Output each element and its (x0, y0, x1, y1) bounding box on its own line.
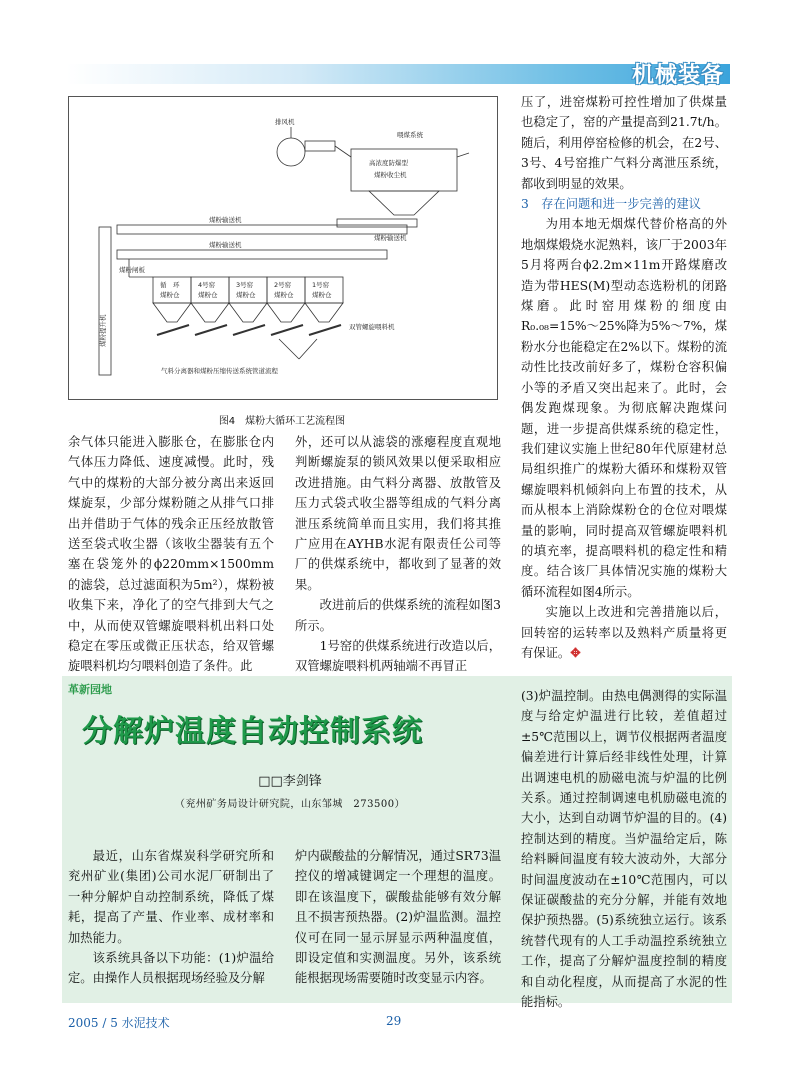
bin-4-line1: 2号窑 (274, 281, 292, 289)
elevator-shape (99, 227, 111, 375)
label-screw-feeder: 双管螺旋喂料机 (349, 323, 395, 331)
label-collector-1: 高浓度防爆型 (369, 159, 408, 167)
label-collector-2: 煤粉收尘机 (374, 171, 407, 179)
article2-left-para-2: 该系统具备以下功能：(1)炉温给定。由操作人员根据现场经验及分解 (68, 951, 274, 986)
column-tag: 革新园地 (68, 683, 112, 696)
article1-left-column (68, 432, 274, 677)
label-gate: 煤粉闸板 (119, 266, 145, 274)
article2-mid-para: 炉内碳酸盐的分解情况，通过SR73温控仪的增减键调定一个理想的温度。即在该温度下，碳酸盐能够有效分解且不损害预热器。(2)炉温监测。温控仪可在同一显示屏显示两种温度值，即设定值和实测温度。另外，该系统能根据现场需要随时改变显示内容。 (295, 849, 501, 986)
figure-caption: 图4 煤粉大循环工艺流程图 (218, 416, 346, 427)
article1-right-para-3: 实施以上改进和完善措施以后，回转窑的运转率以及熟料产质量将更有保证。 (521, 605, 727, 660)
bin-1-line1: 循 环 (160, 281, 180, 289)
bin-5-line2: 煤粉仓 (312, 291, 332, 299)
bin-3-line2: 煤粉仓 (236, 291, 256, 299)
article2-right-para: (3)炉温控制。由热电偶测得的实际温度与给定炉温进行比较，差值超过±5℃范围以上，调节仪根据两者温度偏差进行计算后经非线性处理，计算出调速电机的励磁电流与炉温的比例关系。通过控制调速电机励磁电流的大小，达到自动调节炉温的目的。(4)控制达到的精度。当炉温给定后，陈给料瞬间温度有较大波动外，大部分时间温度波动在±10℃范围内，可以保证碳酸盐的充分分解，并能有效地保护预热器。(5)系统独立运行。该系统替代现有的人工手动温控系统独立工作，提高了分解炉温度控制的精度和自动化程度，从而提高了水泥的性能指标。 (521, 689, 727, 1010)
article2-mid-column (295, 846, 501, 989)
footer-page-number: 29 (386, 1014, 402, 1028)
process-flow-figure (68, 96, 498, 400)
end-mark-icon: ✥ (570, 644, 581, 660)
article1-mid-para-3: 1号窑的供煤系统进行改造以后，双管螺旋喂料机两轴端不再冒正 (295, 639, 501, 674)
bin-2-line1: 4号窑 (198, 281, 216, 289)
exhaust-fan-shape (277, 138, 305, 166)
article1-right-para-2: 为用本地无烟煤代替价格高的外地烟煤煅烧水泥熟料，该厂于2003年5月将两台ϕ2.2m×11m开路煤磨改造为带HES(M)型动态选粉机的闭路煤磨。此时窑用煤粉的细度由R₀.₀₈=15%～25%降为5%～7%，煤粉水分也能稳定在2%以下。煤粉的流动性比技改前好多了，煤粉仓容积偏小等的矛盾又突出起来了。此时，会偶发跑煤现象。为彻底解决跑煤问题，进一步提高供煤系统的稳定性，我们建议实施上世纪80年代原建材总局组织推广的煤粉大循环和煤粉双管螺旋喂料机倾斜向上布置的技术，从而从根本上消除煤粉仓的仓位对喂煤量的影响，同时提高双管螺旋喂料机的填充率，提高喂料机的稳定性和精度。结合该厂具体情况实施的煤粉大循环流程如图4所示。 (521, 217, 727, 599)
bin-3-line1: 3号窑 (236, 281, 254, 289)
label-conveyor-right: 煤粉输送机 (374, 234, 407, 242)
label-coal-feed: 喂煤系统 (397, 131, 423, 139)
article1-right-column (521, 92, 727, 663)
label-conveyor-lower: 煤粉输送机 (209, 241, 242, 249)
bin-2-line2: 煤粉仓 (198, 291, 218, 299)
article1-right-para-1: 压了，进窑煤粉可控性增加了供煤量也稳定了，窑的产量提高到21.7t/h。随后，利用停窑检修的机会，在2号、3号、4号窑推广气料分离泄压系统，都收到明显的效果。 (521, 95, 727, 191)
article2-left-column (68, 846, 274, 989)
article1-left-para: 余气体只能进入膨胀仓，在膨胀仓内气体压力降低、速度减慢。此时，残气中的煤粉的大部分被分离出来返回煤旋泵，少部分煤粉随之从排气口排出并借助于气体的残余正压经放散管送至袋式收尘器（该收尘器装有五个塞在袋笼外的ϕ220mm×1500mm的滤袋，总过滤面积为5m²），煤粉被收集下来，净化了的空气排到大气之中，从而使双管螺旋喂料机出料口处稳定在零压或微正压状态，给双管螺旋喂料机均匀喂料创造了条件。此 (68, 435, 274, 674)
article2-affiliation: （兖州矿务局设计研究院，山东邹城 273500） (174, 799, 406, 810)
conveyor-right (337, 219, 417, 227)
section-title: 机械装备 (631, 63, 724, 88)
article1-mid-column (295, 432, 501, 677)
label-elevator: 煤粉提升机 (99, 314, 107, 347)
footer-journal: 2005 / 5 水泥技术 (68, 1016, 170, 1030)
article2-right-column (521, 686, 727, 1013)
article1-mid-para-1: 外，还可以从滤袋的涨瘪程度直观地判断螺旋泵的锁风效果以便采取相应改进措施。由气料分离器、放散管及压力式袋式收尘器等组成的气料分离泄压系统简单而且实用，我们将其推广应用在AYHB水泥有限责任公司等厂的供煤系统中，都收到了显著的效果。 (295, 435, 501, 592)
article2-title: 分解炉温度自动控制系统 (82, 714, 423, 749)
collector-shape (351, 149, 457, 191)
bin-4-line2: 煤粉仓 (274, 291, 294, 299)
bin-1-line2: 煤粉仓 (160, 291, 180, 299)
header-band (66, 64, 730, 84)
label-exhaust-fan: 排风机 (275, 118, 295, 126)
conveyor-upper (117, 225, 407, 234)
bin-5-line1: 1号窑 (312, 281, 330, 289)
article2-author: □□李剑锋 (258, 774, 322, 789)
section-heading: 3 存在问题和进一步完善的建议 (521, 197, 701, 212)
label-bottom-note: 气料分离器和煤粉压缩传送系统管道流程 (161, 367, 278, 375)
conveyor-lower (117, 250, 387, 259)
article2-left-para-1: 最近，山东省煤炭科学研究所和兖州矿业(集团)公司水泥厂研制出了一种分解炉自动控制系统，降低了煤耗，提高了产量、作业率、成材率和加热能力。 (68, 849, 274, 945)
article1-mid-para-2: 改进前后的供煤系统的流程如图3所示。 (295, 598, 501, 633)
label-conveyor-upper: 煤粉输送机 (209, 216, 242, 224)
